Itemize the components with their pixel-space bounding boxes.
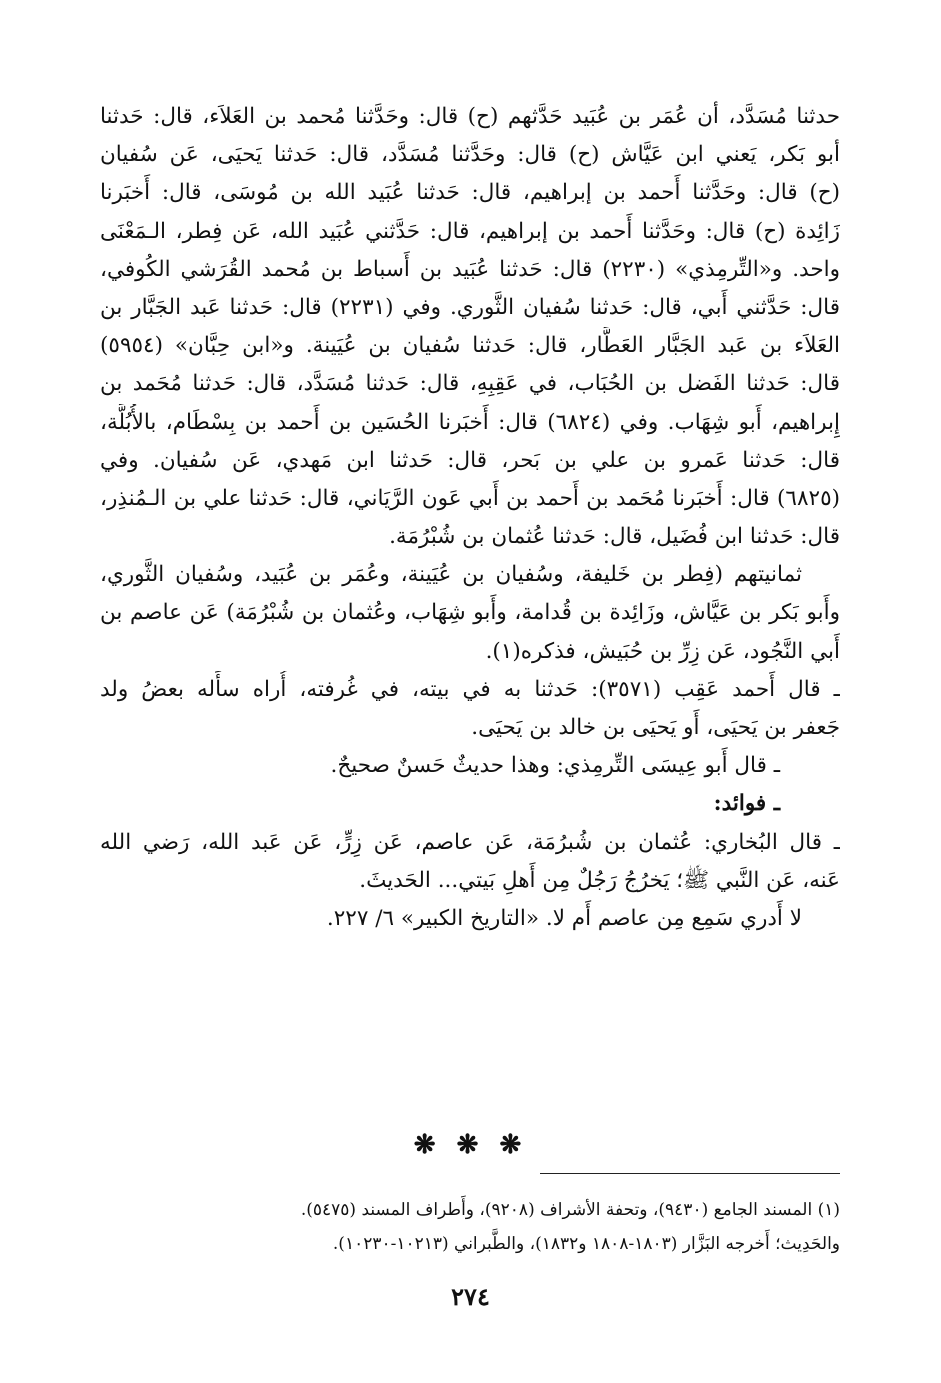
footnote-line: (١) المسند الجامع (٩٤٣٠)، وتحفة الأشراف (٩٢٠٨)، وأَطراف المسند (٥٤٧٥). [300, 1200, 840, 1220]
text-line: قال: حَدثنا الفَضل بن الحُبَاب، في عَقِبِهِ، قال: حَدثنا مُسَدَّد، قال: حَدثنا مُحَمد بن [100, 371, 840, 397]
text-line: (ح) قال: وحَدَّثنا أَحمد بن إبراهيم، قال: حَدثنا عُبَيد الله بن مُوسَى، قال: أَخبَرنا [100, 180, 840, 206]
section-heading: ـ فوائد: [713, 791, 780, 817]
main-text [100, 98, 840, 938]
text-line: جَعفر بن يَحيَى، أَو يَحيَى بن خالد بن يَحيَى. [471, 715, 840, 740]
text-line: لا أَدري سَمِع مِن عاصم أَم لا. «التاريخ الكبير» ٦/ ٢٢٧. [326, 905, 802, 931]
text-line: حدثنا مُسَدَّد، أن عُمَر بن عُبَيد حَدَّثهم (ح) قال: وحَدَّثنا مُحمد بن العَلاَء، قال: حَدثنا [100, 104, 840, 129]
text-line: ثمانيتهم (فِطر بن خَليفة، وسُفيان بن عُيَينة، وعُمَر بن عُبَيد، وسُفيان الثَّوري، [100, 562, 802, 588]
text-line: ـ قال أَبو عِيسَى التِّرمِذي: وهذا حديثٌ حَسنٌ صحيحٌ. [330, 753, 780, 779]
text-line: قال: حَدثنا ابن فُضَيل، قال: حَدثنا عُثمان بن شُبْرُمَة. [389, 524, 840, 550]
text-line: واحد. و«التِّرمِذي» (٢٢٣٠) قال: حَدثنا عُبَيد بن أَسباط بن مُحمد القُرَشي الكُوفي، [100, 256, 840, 282]
text-line: ـ قال أَحمد عَقِب (٣٥٧١): حَدثنا به في بيته، في غُرفته، أُراه سأَله بعضُ ولد [100, 676, 840, 702]
text-line: أبو بَكر، يَعني ابن عَيَّاش (ح) قال: وحَدَّثنا مُسَدَّد، قال: حَدثنا يَحيَى، عَن سُفيان [100, 142, 840, 168]
page-number: ٢٧٤ [451, 1282, 490, 1311]
text-line: وأَبو بَكر بن عَيَّاش، وزَائِدة بن قُدامة، وأَبو شِهَاب، وعُثمان بن شُبْرُمَة) عَن عاصم بن [100, 600, 840, 626]
text-line: عَنه، عَن النَّبي ﷺ؛ يَخرُجُ رَجُلٌ مِن أَهلِ بَيتي... الحَديثَ. [359, 867, 840, 893]
text-line: قال: حَدثنا عَمرو بن علي بن بَحر، قال: حَدثنا ابن مَهدي، عَن سُفيان. وفي [100, 447, 840, 473]
text-line: العَلاَء بن عَبد الجَبَّار العَطَّار، قال: حَدثنا سُفيان بن عُيَينة. و«ابن حِبَّان» (٥٩٥٤) [100, 333, 840, 359]
text-line: زَائِدة (ح) قال: وحَدَّثنا أَحمد بن إبراهيم، قال: حَدَّثني عُبَيد الله، عَن فِطر، الـمَعْنَى [100, 218, 840, 244]
footnotes [100, 1193, 840, 1261]
separator-stars: ❋ ❋ ❋ [413, 1130, 528, 1160]
footnote-line: والحَدِيث؛ أَخرجه البَزَّار (١٨٠٣-١٨٠٨ و١٨٣٢)، والطَّبراني (١٠٢١٣-١٠٢٣٠). [332, 1234, 840, 1254]
text-line: أَبي النَّجُود، عَن زِرِّ بن حُبَيش، فذكره(١). [485, 638, 840, 664]
text-line: إِبراهيم، أَبو شِهَاب. وفي (٦٨٢٤) قال: أَخبَرنا الحُسَين بن أَحمد بن بِسْطَام، بالأُبُلَّة، [100, 409, 840, 435]
text-line: (٦٨٢٥) قال: أَخبَرنا مُحَمد بن أَحمد بن أَبي عَون الرَّيَاني، قال: حَدثنا علي بن الـمُنذِر، [100, 485, 840, 511]
text-line: ـ قال البُخاري: عُثمان بن شُبرُمَة، عَن عاصم، عَن زِرٍّ، عَن عَبد الله، رَضي الله [100, 829, 840, 855]
text-line: قال: حَدَّثني أَبي، قال: حَدثنا سُفيان الثَّوري. وفي (٢٢٣١) قال: حَدثنا عَبد الجَبَّار بن [100, 294, 840, 320]
footnote-divider [540, 1173, 840, 1174]
